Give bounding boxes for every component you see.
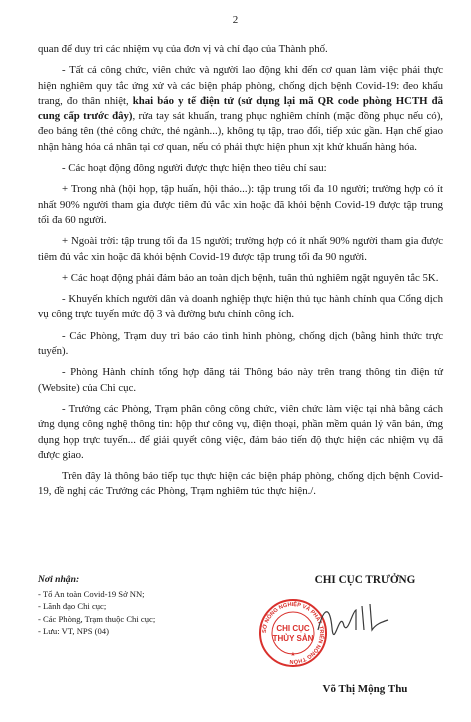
paragraph-staff-rules <box>38 63 443 155</box>
recipient-item: - Các Phòng, Trạm thuộc Chi cục; <box>38 613 156 624</box>
paragraph-gathering-criteria: - Các hoạt động đông người được thực hiện theo tiêu chí sau: <box>62 162 327 175</box>
signer-name: Võ Thị Mộng Thu <box>322 683 408 695</box>
recipients-block <box>38 574 238 637</box>
paragraph-remote-work: - Trưởng các Phòng, Trạm phân công công chức, viên chức làm việc tại nhà bằng cách ứng dụng công nghệ thông tin: hộp thư công vụ, điện thoại, phần mềm quản lý văn bản, ứng dụng họp trực tuyến... để giải quyết công việc, đảm bảo tiến độ thực hiện các nhiệm vụ đã được giao. <box>38 402 443 461</box>
signer-title: CHI CỤC TRƯỞNG <box>314 574 416 586</box>
recipient-item: - Tổ An toàn Covid-19 Sở NN; <box>38 589 145 600</box>
paragraph-5k: + Các hoạt động phải đảm bảo an toàn dịch bệnh, tuân thủ nghiêm ngặt nguyên tắc 5K. <box>62 271 439 284</box>
seal-center-line2: THỦY SẢN <box>272 634 314 643</box>
recipient-item: - Lãnh đạo Chi cục; <box>38 601 107 612</box>
paragraph-continuation: quan để duy trì các nhiệm vụ của đơn vị và chỉ đạo của Thành phố. <box>38 43 328 55</box>
recipients-title: Nơi nhận: <box>38 574 80 585</box>
paragraph-indoor: + Trong nhà (hội họp, tập huấn, hội thảo...): tập trung tối đa 10 người; trường hợp có ít nhất 90% người tham gia được tiêm đủ vắc xin hoặc đã khỏi bệnh Covid-19 được tập trung tối đa 60 người. <box>38 183 443 226</box>
handwritten-signature <box>312 600 392 640</box>
paragraph-reporting: - Các Phòng, Trạm duy trì báo cáo tình hình phòng, chống dịch (bằng hình thức trực tuyến). <box>38 329 443 358</box>
paragraph-online-services: - Khuyến khích người dân và doanh nghiệp thực hiện thủ tục hành chính qua Cổng dịch vụ công trực tuyến mức độ 3 và đường bưu chính công ích. <box>38 293 443 321</box>
paragraph-conclusion: Trên đây là thông báo tiếp tục thực hiện các biện pháp phòng, chống dịch bệnh Covid-19, đề nghị các Trưởng các Phòng, Trạm nghiêm túc thực hiện./. <box>38 470 443 498</box>
seal-center-line1: CHI CỤC <box>276 624 310 633</box>
page-number: 2 <box>232 14 239 26</box>
paragraph-outdoor: + Ngoài trời: tập trung tối đa 15 người; trường hợp có ít nhất 90% người tham gia được tiêm đủ vắc xin hoặc đã khỏi bệnh Covid-19 được tập trung tối đa 90 người. <box>38 235 443 263</box>
staff-rules-bold-text: khai báo y tế điện tử (sử dụng lại mã QR code phòng HCTH đã cung cấp trước đây) <box>38 94 443 123</box>
recipient-item: - Lưu: VT, NPS (04) <box>38 625 109 636</box>
paragraph-website: - Phòng Hành chính tổng hợp đăng tải Thông báo này trên trang thông tin điện tử (Website) của Chi cục. <box>38 366 443 394</box>
seal-star-icon: ★ <box>290 652 296 658</box>
staff-rules-text-end: , rửa tay sát khuẩn, trang phục nghiêm chỉnh (mặc đồng phục nếu có), đeo bảng tên (thẻ công chức, thẻ ngành...), không tụ tập, trao đổi, tiếp xúc gần. Hạn chế giao nhận hàng hóa cá nhân tại cơ quan, nếu có phải thực hiện phun xịt khử khuẩn hàng hóa. <box>38 110 444 153</box>
seal-ring-text: SỞ NÔNG NGHIỆP VÀ PHÁT TRIỂN NÔNG THÔN <box>261 601 325 665</box>
document-body <box>38 42 443 506</box>
staff-rules-text-start: - Tất cả công chức, viên chức và người lao động khi đến cơ quan làm việc phải thực hiện nghiêm quy tắc ứng xử và các biện pháp phòng, chống dịch bệnh Covid-19: đeo khẩu trang, đo thân nhiệt, <box>38 64 443 107</box>
